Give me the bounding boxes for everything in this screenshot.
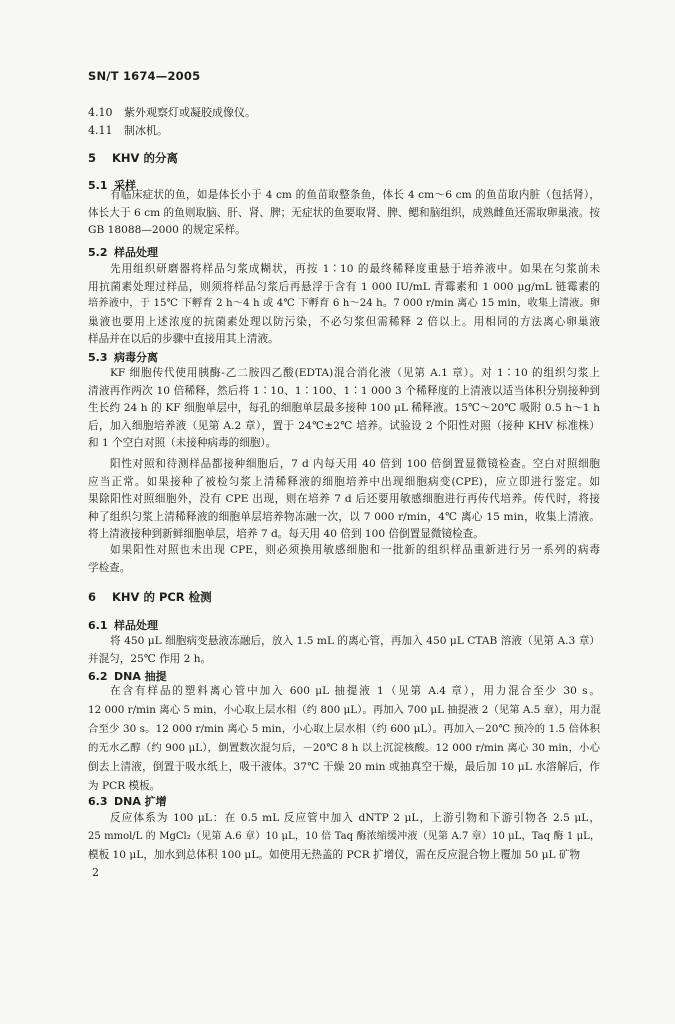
paragraph-line: 果除阳性对照细胞外，没有 CPE 出现，则在培养 7 d 后还要用敏感细胞进行再传代培养。传代时，将接 — [88, 493, 600, 505]
item-text: 紫外观察灯或凝胶成像仪。 — [124, 106, 256, 119]
paragraph-line: 在含有样品的塑料离心管中加入 600 μL 抽提液 1（见第 A.4 章），用力混合至少 30 s。 — [110, 685, 600, 697]
subsection-heading: 5.1 采样 — [88, 179, 136, 192]
paragraph-line: 和 1 个空白对照（未接种病毒的细胞）。 — [88, 437, 277, 449]
paragraph-line: 先用组织研磨器将样品匀浆成糊状，再按 1∶10 的最终稀释度重悬于培养液中。如果在匀浆前未 — [110, 263, 600, 275]
paragraph-line: 应当正常。如果接种了被检匀浆上清稀释液的细胞培养中出现细胞病变(CPE)，应立即进行鉴定。如 — [88, 475, 600, 488]
paragraph-line: 生长约 24 h 的 KF 细胞单层中，每孔的细胞单层最多接种 100 μL 稀释液。15℃～20℃ 吸附 0.5 h～1 h — [88, 402, 600, 414]
paragraph-line: 学检查。 — [88, 561, 131, 574]
paragraph-line: 倒去上清液，倒置于吸水纸上，吸干液体。37℃ 干燥 20 min 或抽真空干燥，最后加 10 μL 水溶解后，作 — [88, 761, 600, 773]
paragraph-line: 模板 10 μL，加水到总体积 100 μL。如使用无热盖的 PCR 扩增仪，需在反应混合物上覆加 50 μL 矿物 — [88, 849, 581, 861]
paragraph-line: 的无水乙醇（约 900 μL），倒置数次混匀后，－20℃ 8 h 以上沉淀核酸。12 000 r/min 离心 30 min，小心 — [88, 742, 600, 754]
paragraph-line: GB 18088—2000 的规定采样。 — [88, 224, 246, 236]
page-number: 2 — [92, 866, 99, 879]
paragraph-line: 25 mmol/L 的 MgCl₂（见第 A.6 章）10 μL，10 倍 Taq 酶浓缩缓冲液（见第 A.7 章）10 μL，Taq 酶 1 μL， — [88, 830, 600, 842]
item-number: 4.11 — [88, 124, 113, 137]
paragraph-line: 种了组织匀浆上清稀释液的细胞单层培养物冻融一次，以 7 000 r/min，4℃ 离心 15 min，收集上清液。 — [88, 510, 600, 523]
paragraph-line: KF 细胞传代使用胰酶-乙二胺四乙酸(EDTA)混合消化液（见第 A.1 章）。对 1∶10 的组织匀浆上 — [110, 367, 600, 379]
subsection-heading: 5.3 病毒分离 — [88, 351, 158, 364]
paragraph-line: 反应体系为 100 μL：在 0.5 mL 反应管中加入 dNTP 2 μL，上游引物和下游引物各 2.5 μL， — [110, 812, 600, 824]
item-number: 4.10 — [88, 106, 113, 119]
subsection-heading: 6.3 DNA 扩增 — [88, 795, 167, 808]
paragraph-line: 将上清液接种到新鲜细胞单层，培养 7 d。每天用 40 倍到 100 倍倒置显微镜检查。 — [88, 528, 484, 540]
subsection-heading: 6.1 样品处理 — [88, 619, 158, 632]
section-heading: 6 KHV 的 PCR 检测 — [88, 590, 212, 604]
paragraph-line: 后，加入细胞培养液（见第 A.2 章），置于 24℃±2℃ 培养。试验设 2 个阳性对照（接种 KHV 标准株） — [88, 419, 600, 432]
paragraph-line: 有临床症状的鱼，如是体长小于 4 cm 的鱼苗取整条鱼，体长 4 cm～6 cm 的鱼苗取内脏（包括肾）， — [110, 189, 600, 201]
paragraph-line: 清液再作两次 10 倍稀释，然后将 1∶10、1∶100、1∶1 000 3 个稀释度的上清液以适当体积分别接种到 — [88, 384, 600, 397]
paragraph-line: 为 PCR 模板。 — [88, 780, 161, 792]
paragraph-line: 巢液也要用上述浓度的抗菌素处理以防污染，不必匀浆但需稀释 2 倍以上。用相同的方法离心卵巢液 — [88, 315, 600, 328]
paragraph-line: 样品并在以后的步骤中直接用其上清液。 — [88, 333, 279, 345]
paragraph-line: 体长大于 6 cm 的鱼则取脑、肝、肾、脾；无症状的鱼要取肾、脾、鳃和脑组织，成熟雌鱼还需取卵巢液。按 — [88, 206, 600, 219]
paragraph-line: 阳性对照和待测样品都接种细胞后，7 d 内每天用 40 倍到 100 倍倒置显微镜检查。空白对照细胞 — [110, 458, 600, 470]
paragraph-line: 合至少 30 s。12 000 r/min 离心 5 min，小心取上层水相（约 600 μL）。再加入－20℃ 预冷的 1.5 倍体积 — [88, 723, 600, 735]
item-text: 制冰机。 — [124, 124, 168, 137]
list-item — [88, 104, 256, 120]
paragraph-line: 将 450 μL 细胞病变悬液冻融后，放入 1.5 mL 的离心管，再加入 450 μL CTAB 溶液（见第 A.3 章） — [110, 635, 600, 647]
paragraph-line: 并混匀，25℃ 作用 2 h。 — [88, 652, 212, 665]
standard-number: SN/T 1674—2005 — [88, 69, 201, 83]
paragraph-line: 如果阳性对照也未出现 CPE，则必须换用敏感细胞和一批新的组织样品重新进行另一系列的病毒 — [110, 544, 600, 556]
list-item — [88, 122, 168, 138]
paragraph-line: 用抗菌素处理过样品，则须将样品匀浆后再悬浮于含有 1 000 IU/mL 青霉素和 1 000 μg/mL 链霉素的 — [88, 280, 600, 293]
section-heading: 5 KHV 的分离 — [88, 151, 178, 165]
subsection-heading: 5.2 样品处理 — [88, 246, 158, 259]
paragraph-line: 培养液中，于 15℃ 下孵育 2 h～4 h 或 4℃ 下孵育 6 h～24 h。7 000 r/min 离心 15 min，收集上清液。卵 — [88, 298, 600, 309]
subsection-heading: 6.2 DNA 抽提 — [88, 670, 167, 683]
paragraph-line: 12 000 r/min 离心 5 min，小心取上层水相（约 800 μL）。再加入 700 μL 抽提液 2（见第 A.5 章），用力混 — [88, 704, 601, 716]
